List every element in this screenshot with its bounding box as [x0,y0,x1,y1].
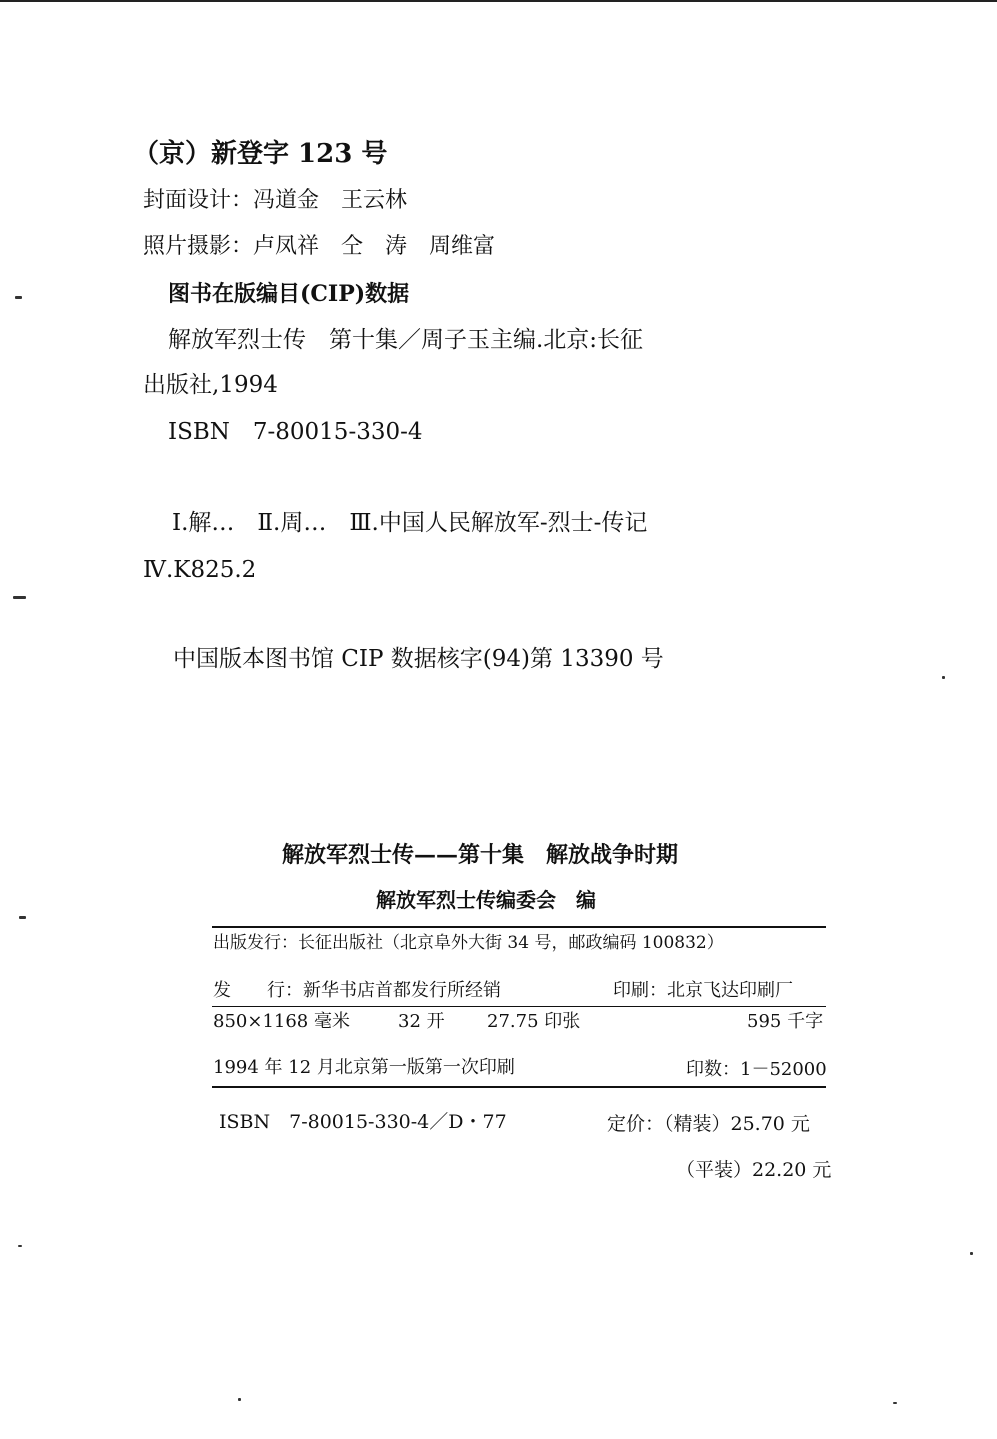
scan-speck [893,1402,897,1404]
colophon-edition: 1994 年 12 月北京第一版第一次印刷 [213,1057,515,1078]
cip-publisher-line: 出版社,1994 [143,372,278,398]
colophon-mid-rule [212,1006,826,1007]
scan-speck [13,596,26,599]
colophon-editor: 解放军烈士传编委会 编 [376,888,596,912]
colophon-publisher: 出版发行：长征出版社（北京阜外大街 34 号，邮政编码 100832） [213,933,724,953]
colophon-format: 850×1168 毫米 [213,1011,350,1032]
colophon-price-paperback: （平装）22.20 元 [676,1159,832,1181]
photography-credit: 照片摄影：卢凤祥 仝 涛 周维富 [143,234,496,259]
scan-speck [970,1252,973,1255]
cip-approval-number: 中国版本图书馆 CIP 数据核字(94)第 13390 号 [173,646,664,672]
colophon-bottom-rule [212,1086,826,1088]
scan-speck [238,1398,241,1401]
colophon-distributor: 发 行：新华书店首都发行所经销 [213,980,501,1001]
colophon-sheets: 27.75 印张 [487,1011,581,1032]
cover-design-credit: 封面设计：冯道金 王云林 [143,188,408,213]
cip-subjects: Ⅰ.解… Ⅱ.周… Ⅲ.中国人民解放军-烈士-传记 [172,510,648,536]
top-edge-rule [0,0,997,2]
colophon-isbn: ISBN 7-80015-330-4／D・77 [219,1111,507,1133]
scan-speck [15,296,22,299]
cip-title-line: 解放军烈士传 第十集／周子玉主编.北京:长征 [168,327,644,353]
cip-classification: Ⅳ.K825.2 [143,557,257,583]
colophon-printer: 印刷：北京飞达印刷厂 [613,980,793,1001]
colophon-top-rule [212,926,826,928]
colophon-words: 595 千字 [747,1011,824,1032]
colophon-price-hardcover: 定价：（精装）25.70 元 [607,1113,810,1135]
scan-speck [18,1245,22,1247]
colophon-title: 解放军烈士传——第十集 解放战争时期 [282,842,679,868]
cip-heading: 图书在版编目(CIP)数据 [168,281,410,307]
cip-isbn: ISBN 7-80015-330-4 [168,419,423,445]
scan-speck [942,676,945,679]
registration-number: （京）新登字 123 号 [133,139,388,169]
colophon-folio: 32 开 [398,1011,445,1032]
scan-speck [19,916,26,919]
colophon-print-run: 印数：1－52000 [686,1059,827,1080]
